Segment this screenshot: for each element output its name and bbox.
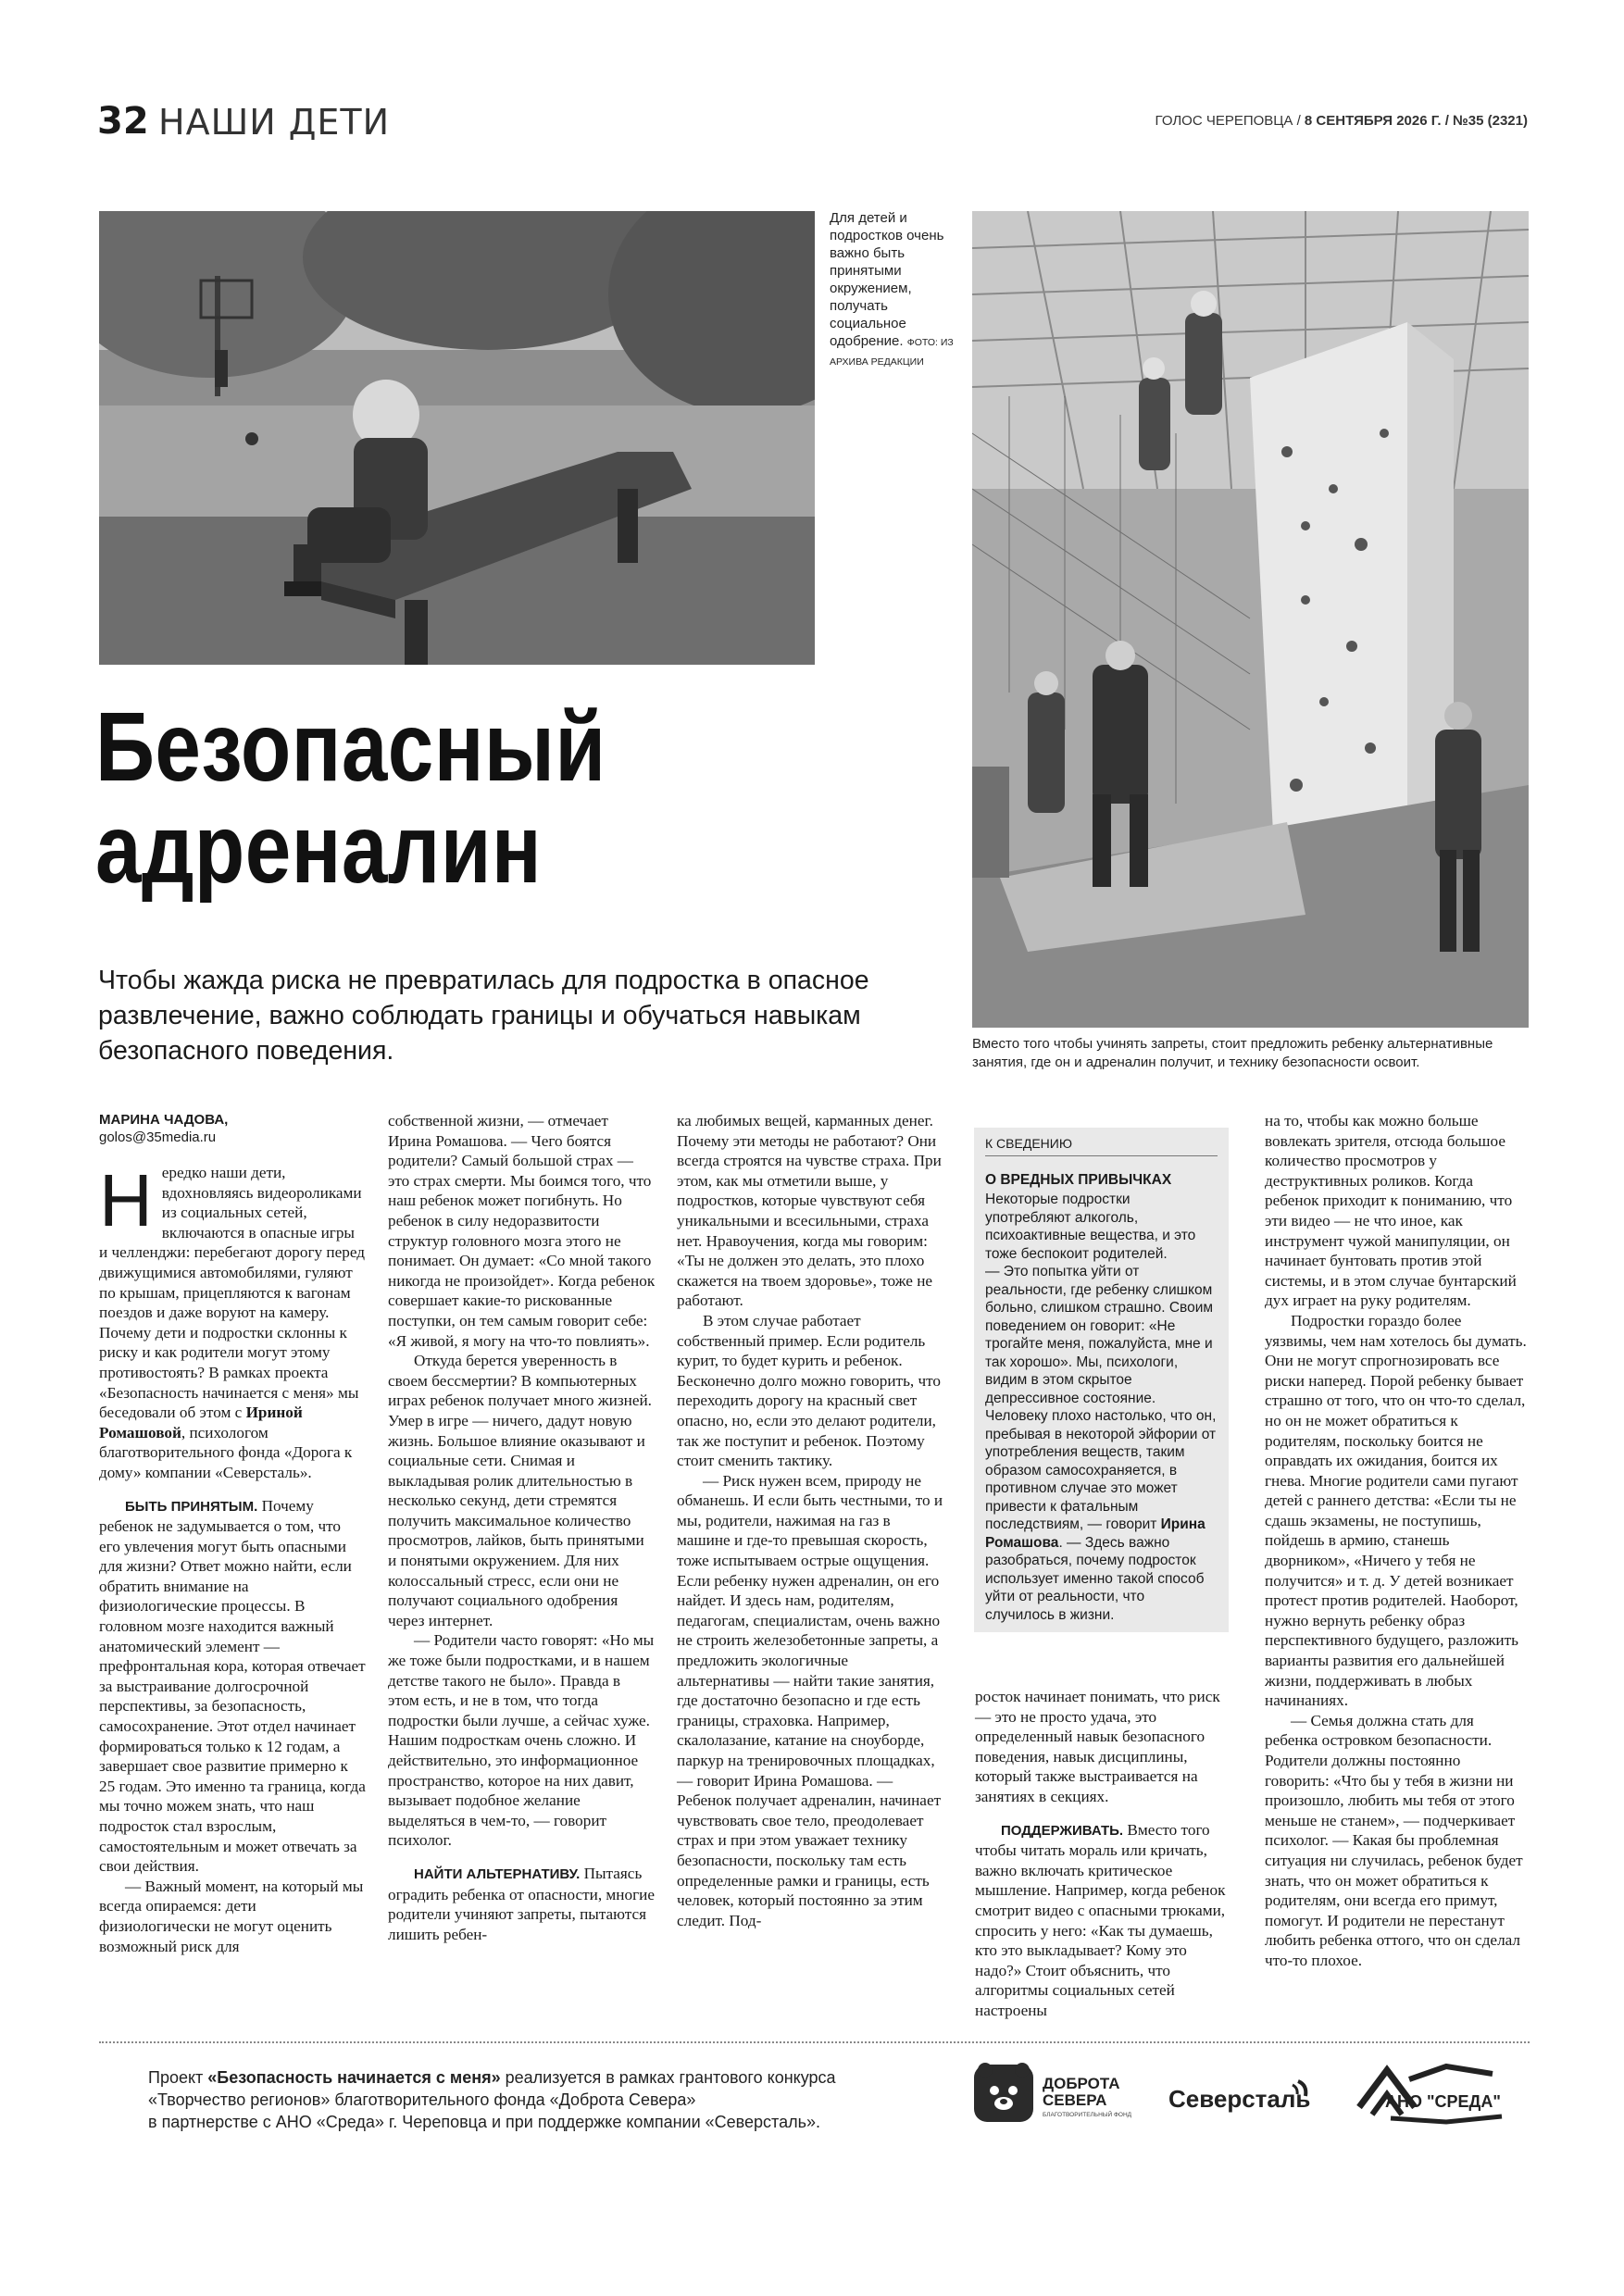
paragraph: — Родители часто говорят: «Но мы же тоже были подростками, и в нашем детстве такого не было». Правда в этом есть, и не в том, что тогда подростки были лучше, а сейчас хуже. Нашим подросткам очень сложно. И действительно, это информационное пространство, которое на них давит, вызывает подобное желание выделяться в чем-то, — говорит психолог.	[388, 1631, 655, 1850]
paragraph-find-alternative: НАЙТИ АЛЬТЕРНАТИВУ. Пытаясь оградить ребенка от опасности, многие родители учиняют запреты, пытаются лишить ребен-	[388, 1864, 655, 1943]
logo3-text: АНО "СРЕДА"	[1385, 2092, 1501, 2111]
article-column-3	[677, 1111, 943, 1930]
paragraph: — Семья должна стать для ребенка островком безопасности. Родители должны постоянно говорить: «Что бы у тебя в жизни ни произошло, любить мы тебя от этого меньше не станем», — подчеркивает психолог. — Какая бы проблемная ситуация ни случилась, ребенок будет знать, что он может обратиться к родителям, они всегда его примут, помогут. И родители не перестанут любить ребенка оттого, что он сделал что-то плохое.	[1265, 1711, 1523, 1969]
section-title: НАШИ ДЕТИ	[158, 102, 391, 143]
subheading-be-accepted: БЫТЬ ПРИНЯТЫМ.	[125, 1498, 258, 1515]
subheading-support: ПОДДЕРЖИВАТЬ.	[1001, 1822, 1124, 1839]
photo2-caption: Вместо того чтобы учинять запреты, стоит предложить ребенку альтернативные занятия, где он и адреналин получит, и технику безопасности освоит.	[972, 1036, 1493, 1070]
paragraph: росток начинает понимать, что риск — это не просто удача, это определенный навык безопасного поведения, навык дисциплины, который также выстраивается на занятиях в секциях.	[975, 1688, 1220, 1805]
article-headline	[95, 693, 827, 904]
footer-line-2: «Творчество регионов» благотворительного фонда «Доброта Севера»	[148, 2090, 696, 2109]
article-column-2	[388, 1111, 656, 1944]
sidebar-title: О ВРЕДНЫХ ПРИВЫЧКАХ	[985, 1171, 1172, 1188]
paragraph: ка любимых вещей, карманных денег. Почему эти методы не работают? Они всегда строятся на чувстве страха. При этом, как мы отметили выше, у подростков, которые чувствуют себя уникальными и всесильными, страха нет. Нравоучения, когда мы говорим: «Ты не должен это делать, это плохо скажется на твоем здоровье», тоже не работают.	[677, 1112, 942, 1310]
issue-info	[1156, 113, 1528, 129]
ano-sreda-logo	[1354, 2061, 1516, 2128]
drop-cap: Н	[99, 1159, 153, 1242]
photo1-credit: ФОТО: ИЗ АРХИВА РЕДАКЦИИ	[830, 337, 954, 368]
headline-line-1: Безопасный	[95, 693, 606, 802]
issue-date: 8 СЕНТЯБРЯ 2026 Г.	[1304, 113, 1442, 129]
logo1-line1: ДОБРОТА	[1043, 2075, 1120, 2092]
project-footer-text	[148, 2066, 954, 2133]
sidebar-tag: К СВЕДЕНИЮ	[985, 1135, 1218, 1156]
paragraph-be-accepted: БЫТЬ ПРИНЯТЫМ. Почему ребенок не задумывается о том, что его увлечения могут быть опасными для жизни? Ответ можно найти, если обратить внимание на физиологические процессы. В головном мозге находится важный анатомический элемент — префронтальная кора, которая отвечает за выстраивание долгосрочной перспективы, за безопасность, самосохранение. Этот отдел начинает формироваться только к 12 годам, а завершает свое развитие примерно к 25 годам. Это именно та граница, когда мы точно можем знать, что наш подросток стал взрослым, самостоятельным и может отвечать за свои действия.	[99, 1496, 366, 1876]
paragraph-intro: Нередко наши дети, вдохновляясь видеороликами из социальных сетей, включаются в опасные игры и челленджи: перебегают дорогу перед движущимися автомобилями, гуляют по крышам, прицепляются к вагонам поездов и даже воруют на камеру. Почему дети и подростки склонны к риску и как родители могут этому противостоять? В рамках проекта «Безопасность начинается с меня» мы беседовали об этом с Ириной Ромашовой, психологом благотворительного фонда «Дорога к дому» компании «Северсталь».	[99, 1159, 365, 1481]
photo-boy-on-bench	[99, 211, 815, 665]
sidebar-text-1: Некоторые подростки употребляют алкоголь, психоактивные вещества, и это тоже беспокоит родителей.	[985, 1192, 1196, 1262]
subheading-find-alternative: НАЙТИ АЛЬТЕРНАТИВУ.	[414, 1866, 581, 1882]
page-number: 32	[97, 100, 149, 143]
paragraph: собственной жизни, — отмечает Ирина Ромашова. — Чего боятся родители? Самый большой страх — это страх смерти. Мы боимся того, что наш ребенок может погибнуть. Но ребенок в силу недоразвитости структур головного мозга этого не понимает. Он думает: «Со мной такого никогда не произойдет». Когда ребенок совершает какие-то рискованные поступки, он тем самым говорит себе: «Я живой, я могу на что-то повлиять».	[388, 1112, 656, 1350]
paragraph: на то, чтобы как можно больше вовлекать зрителя, отсюда большое количество просмотров у деструктивных роликов. Когда ребенок приходит к пониманию, что эти видео — не что иное, как инструмент чужой манипуляции, он начинает бунтовать против этой системы, и в этом случае бунтарский дух играет на руку родителям.	[1265, 1112, 1517, 1310]
paragraph-support: ПОДДЕРЖИВАТЬ. Вместо того чтобы читать мораль или кричать, важно включать критическое мышление. Например, когда ребенок смотрит видео с опасными трюками, спросить у него: «Как ты думаешь, кто это выкладывает? Кому это надо?» Стоит объяснить, что алгоритмы социальных сетей настроены	[975, 1820, 1226, 2019]
dobrota-severa-logo	[972, 2061, 1148, 2126]
article-column-5	[1265, 1111, 1527, 1971]
author-email: golos@35media.ru	[99, 1129, 217, 1145]
paragraph: Откуда берется уверенность в своем бессмертии? В компьютерных играх ребенок получает много жизней. Умер в игре — ничего, дадут новую жизнь. Большое влияние оказывают и социальные сети. Снимая и выкладывая ролик длительностью в несколько секунд, дети стремятся получить максимальное количество просмотров, лайков, быть принятыми и понятыми окружением. Для них колоссальный стресс, если они не получают социального одобрения через интернет.	[388, 1352, 652, 1629]
headline-line-2: адреналин	[95, 794, 543, 904]
expert-name: Ириной Ромашовой	[99, 1404, 303, 1441]
newspaper-name: ГОЛОС ЧЕРЕПОВЦА /	[1155, 113, 1301, 129]
photo1-caption-text: Для детей и подростков очень важно быть принятыми окружением, получать социальное одобрение.	[830, 210, 944, 349]
paragraph: — Важный момент, на который мы всегда опираемся: дети физиологически не могут оценить возможный риск для	[99, 1877, 364, 1955]
page-header	[97, 100, 1528, 146]
author-name: МАРИНА ЧАДОВА,	[99, 1112, 229, 1128]
photo1-caption	[830, 209, 955, 371]
paragraph: Подростки гораздо более уязвимы, чем нам хотелось бы думать. Они не могут спрогнозировать все риски наперед. Порой ребенку бывает страшно от того, что он что-то сделал, но он не может обратиться к родителям, поскольку боится не оправдать их ожидания, боится их гнева. Многие родители сами пугают детей с раннего детства: «Если ты не сдашь экзамены, не поступишь, пойдешь в армию, станешь дворником», «Ничего у тебя не получится» и т. д. У детей возникает протест против родителей. Наоборот, нужно вернуть ребенку образ перспективного будущего, разложить варианты развития его дальнейшей жизни, поддерживать в любых начинаниях.	[1265, 1311, 1527, 1710]
article-lead: Чтобы жажда риска не превратилась для подростка в опасное развлечение, важно соблюдать границы и обучаться навыкам безопасного поведения.	[98, 966, 869, 1066]
issue-number: / №35 (2321)	[1444, 113, 1528, 129]
footer-divider	[99, 2041, 1530, 2043]
sidebar-text-2: — Это попытка уйти от реальности, где ребенку слишком больно, слишком страшно. Своим поведением он говорит: «Не трогайте меня, пожалуйста, мне и так хорошо». Мы, психологи, видим в этом скрытое депрессивное состояние. Человеку плохо настолько, что он, пребывая в некоторой эйфории от употребления веществ, таким образом самосохраняется, в противном случае это может привести к фатальным последствиям, — говорит Ирина Ромашова. — Здесь важно разобраться, почему подросток использует именно такой способ уйти от реальности, что случилось в жизни.	[985, 1264, 1217, 1623]
severstal-logo	[1168, 2074, 1317, 2120]
paragraph: В этом случае работает собственный пример. Если родитель курит, то будет курить и ребенок. Бесконечно долго можно говорить, что переходить дорогу на красный свет опасно, но, если это делают родители, так же поступит и ребенок. Поэтому стоит сменить тактику.	[677, 1311, 942, 1470]
article-column-1	[99, 1111, 366, 1956]
paragraph: — Риск нужен всем, природу не обманешь. И если быть честными, то и мы, родители, нажимая на газ в машине и где-то превышая скорость, тоже испытываем острые ощущения. Если ребенку нужен адреналин, он его найдет. И здесь нам, родителям, педагогам, специалистам, очень важно не строить железобетонные запреты, а предложить экологичные альтернативы — найти такие занятия, где достаточно безопасно и где есть границы, страховка. Например, скалолазание, катание на сноуборде, паркур на тренировочных площадках, — говорит Ирина Ромашова. — Ребенок получает адреналин, начинает чувствовать свое тело, преодолевает страх и при этом уважает технику безопасности, поскольку там есть определенные рамки и границы, есть человек, который постоянно за этим следит. Под-	[677, 1471, 943, 1929]
info-sidebar	[974, 1128, 1229, 1632]
logo1-line2: СЕВЕРА	[1043, 2091, 1107, 2109]
logo1-sub: БЛАГОТВОРИТЕЛЬНЫЙ ФОНД	[1043, 2112, 1132, 2118]
author-byline	[99, 1111, 366, 1146]
logo2-text: Северсталь	[1168, 2085, 1311, 2113]
sidebar-expert-name: Ирина Ромашова	[985, 1516, 1206, 1551]
footer-line-1: Проект «Безопасность начинается с меня» реализуется в рамках грантового конкурса	[148, 2068, 836, 2087]
photo-climbing-wall	[972, 211, 1529, 1028]
article-column-4	[975, 1687, 1229, 2021]
footer-line-3: в партнерстве с АНО «Среда» г. Череповца и при поддержке компании «Северсталь».	[148, 2113, 820, 2131]
project-name: «Безопасность начинается с меня»	[207, 2068, 501, 2087]
